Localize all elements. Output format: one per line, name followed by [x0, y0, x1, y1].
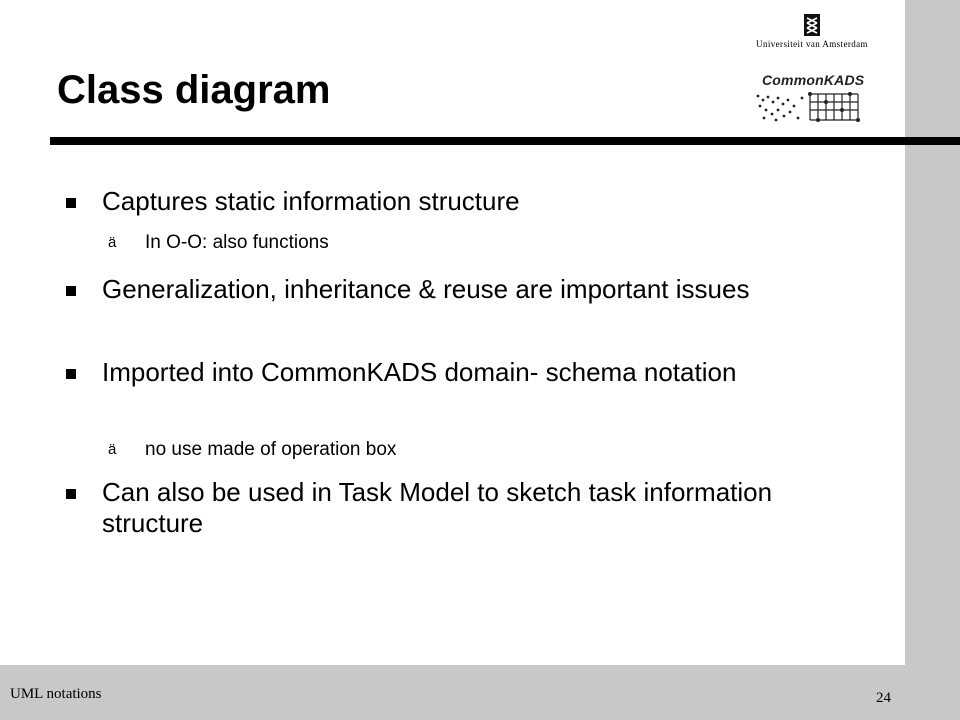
- university-logo: [754, 14, 870, 54]
- page-number: 24: [876, 690, 891, 706]
- arrow-bullet-icon: ä: [108, 441, 117, 458]
- square-bullet-icon: [66, 369, 76, 379]
- right-side-band: [905, 0, 960, 720]
- square-bullet-icon: [66, 489, 76, 499]
- uva-crest-icon: [804, 14, 820, 36]
- page-title: Class diagram: [57, 68, 331, 112]
- university-name: Universiteit van Amsterdam: [756, 39, 868, 49]
- sub-bullet-item: In O-O: also functions: [145, 232, 329, 253]
- commonkads-logo: [754, 72, 864, 128]
- square-bullet-icon: [66, 286, 76, 296]
- commonkads-dots-icon: [754, 88, 864, 124]
- bottom-band: [0, 665, 960, 720]
- bullet-item: Can also be used in Task Model to sketch task information structure: [102, 477, 773, 538]
- bullet-item: Captures static information structure: [102, 186, 520, 216]
- bullet-item: Generalization, inheritance & reuse are important issues: [102, 274, 750, 304]
- sub-bullet-item: no use made of operation box: [145, 439, 397, 460]
- arrow-bullet-icon: ä: [108, 234, 117, 251]
- commonkads-logo-text: CommonKADS: [762, 72, 865, 88]
- footer-section-label: UML notations: [10, 686, 102, 702]
- bullet-item: Imported into CommonKADS domain- schema notation: [102, 357, 737, 387]
- title-divider: [50, 137, 960, 145]
- square-bullet-icon: [66, 198, 76, 208]
